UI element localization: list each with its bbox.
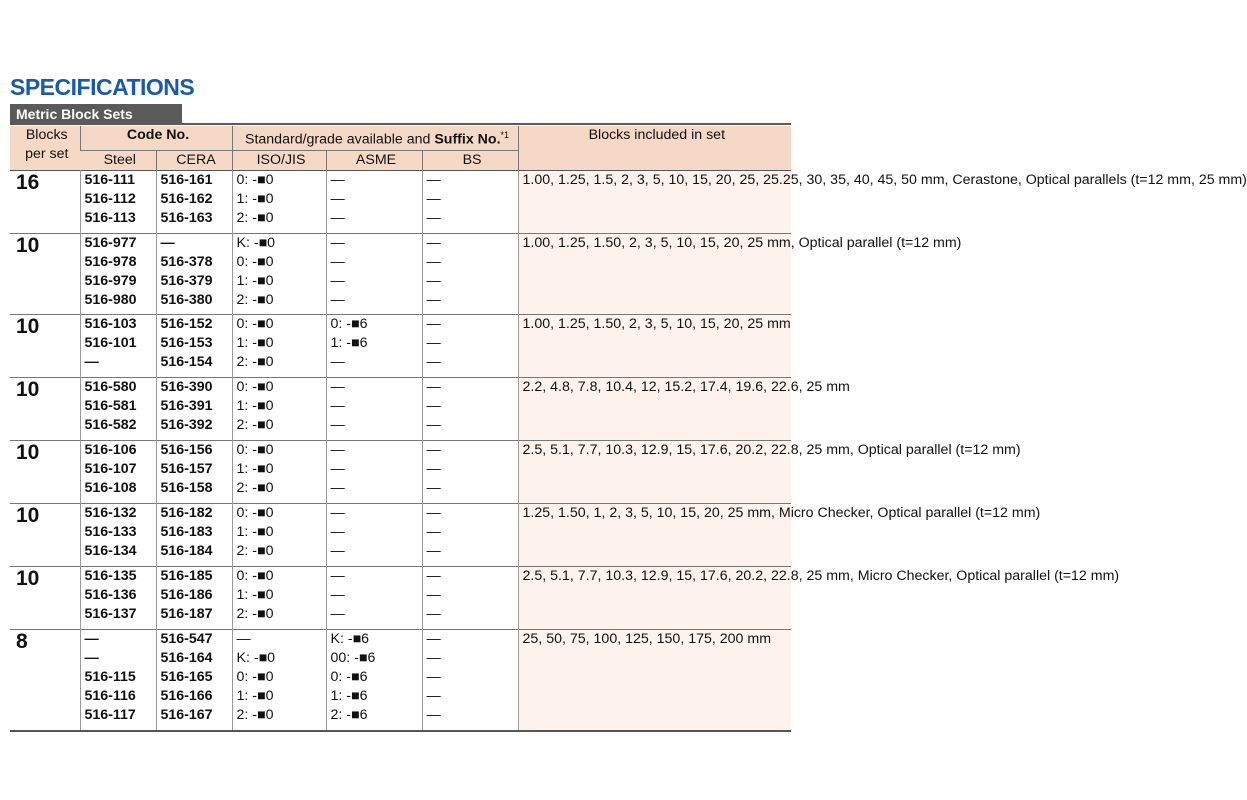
steel-code: 516-115 bbox=[84, 668, 136, 685]
steel-code-cell bbox=[80, 314, 156, 377]
asme-grade: — bbox=[330, 542, 345, 559]
cera-code: 516-392 bbox=[160, 416, 213, 433]
asme-grade: — bbox=[330, 272, 345, 289]
asme-grade: — bbox=[330, 253, 345, 270]
steel-code: 516-135 bbox=[84, 567, 137, 584]
cera-code-cell bbox=[156, 314, 232, 377]
iso-jis-grade: 1: -■0 bbox=[236, 460, 274, 477]
steel-code: 516-977 bbox=[84, 234, 137, 251]
cera-code-cell bbox=[156, 440, 232, 503]
bs-grade: — bbox=[426, 209, 441, 226]
spec-table-body bbox=[10, 170, 1247, 731]
asme-grade: — bbox=[330, 567, 345, 584]
iso-jis-grade: 2: -■0 bbox=[236, 416, 274, 433]
table-row bbox=[10, 233, 791, 314]
iso-jis-grade: 0: -■0 bbox=[236, 315, 274, 332]
table-row bbox=[10, 566, 791, 629]
bs-grade-cell bbox=[422, 233, 518, 314]
steel-code: 516-582 bbox=[84, 416, 137, 433]
asme-grade: — bbox=[330, 504, 345, 521]
iso-jis-grade: 2: -■0 bbox=[236, 291, 274, 308]
asme-grade: K: -■6 bbox=[330, 630, 370, 647]
steel-code: 516-107 bbox=[84, 460, 137, 477]
asme-grade: — bbox=[330, 605, 345, 622]
cera-code: 516-183 bbox=[160, 523, 213, 540]
iso-jis-grade: 1: -■0 bbox=[236, 190, 274, 207]
cera-code: 516-185 bbox=[160, 567, 213, 584]
bs-grade: — bbox=[426, 334, 441, 351]
header-code-no: Code No. bbox=[80, 126, 232, 150]
asme-grade: — bbox=[330, 460, 345, 477]
blocks-included-cell: 1.00, 1.25, 1.50, 2, 3, 5, 10, 15, 20, 25 mm bbox=[518, 314, 791, 377]
iso-jis-grade: 1: -■0 bbox=[236, 586, 274, 603]
steel-code-cell bbox=[80, 629, 156, 731]
iso-jis-grade: 2: -■0 bbox=[236, 605, 274, 622]
iso-jis-grade-cell bbox=[232, 314, 326, 377]
steel-code: 516-580 bbox=[84, 378, 137, 395]
blocks-per-set-cell: 8 bbox=[10, 629, 80, 731]
steel-code: 516-112 bbox=[84, 190, 136, 207]
asme-grade: — bbox=[330, 416, 345, 433]
asme-grade: 0: -■6 bbox=[330, 315, 368, 332]
iso-jis-grade: 0: -■0 bbox=[236, 378, 274, 395]
table-row bbox=[10, 440, 791, 503]
asme-grade-cell bbox=[326, 233, 422, 314]
steel-code: 516-113 bbox=[84, 209, 136, 226]
cera-code: 516-166 bbox=[160, 687, 213, 704]
iso-jis-grade: 2: -■0 bbox=[236, 706, 274, 723]
steel-code: 516-979 bbox=[84, 272, 137, 289]
bs-grade: — bbox=[426, 687, 441, 704]
iso-jis-grade: 0: -■0 bbox=[236, 668, 274, 685]
bs-grade-cell bbox=[422, 503, 518, 566]
steel-code: 516-103 bbox=[84, 315, 137, 332]
table-row bbox=[10, 377, 791, 440]
cera-code: 516-153 bbox=[160, 334, 213, 351]
section-subtitle: Metric Block Sets bbox=[10, 104, 182, 124]
asme-grade: — bbox=[330, 586, 345, 603]
asme-grade: — bbox=[330, 441, 345, 458]
asme-grade-cell bbox=[326, 503, 422, 566]
table-row bbox=[10, 629, 791, 731]
blocks-per-set-cell: 10 bbox=[10, 503, 80, 566]
bs-grade: — bbox=[426, 586, 441, 603]
iso-jis-grade: 1: -■0 bbox=[236, 687, 274, 704]
blocks-included-cell: 25, 50, 75, 100, 125, 150, 175, 200 mm bbox=[518, 629, 791, 731]
bs-grade: — bbox=[426, 234, 441, 251]
header-blocks-included: Blocks included in set bbox=[518, 126, 791, 170]
cera-code: 516-152 bbox=[160, 315, 213, 332]
blocks-included-cell: 1.00, 1.25, 1.5, 2, 3, 5, 10, 15, 20, 25, 25.25, 30, 35, 40, 45, 50 mm, Cerastone, Optical parallels (t=12 mm, 25 mm) bbox=[518, 170, 791, 233]
blocks-per-set-cell: 10 bbox=[10, 314, 80, 377]
bs-grade-cell bbox=[422, 377, 518, 440]
blocks-included-cell: 2.5, 5.1, 7.7, 10.3, 12.9, 15, 17.6, 20.2, 22.8, 25 mm, Micro Checker, Optical parallel (t=12 mm) bbox=[518, 566, 791, 629]
asme-grade: — bbox=[330, 523, 345, 540]
cera-code: 516-380 bbox=[160, 291, 213, 308]
blocks-per-set-cell: 10 bbox=[10, 377, 80, 440]
header-asme: ASME bbox=[326, 150, 422, 170]
asme-grade-cell bbox=[326, 314, 422, 377]
cera-code-cell bbox=[156, 566, 232, 629]
cera-code: 516-158 bbox=[160, 479, 213, 496]
cera-code-cell bbox=[156, 233, 232, 314]
bs-grade-cell bbox=[422, 314, 518, 377]
subtitle-rule bbox=[10, 123, 791, 125]
steel-code: 516-116 bbox=[84, 687, 136, 704]
cera-code: 516-154 bbox=[160, 353, 213, 370]
iso-jis-grade: 0: -■0 bbox=[236, 441, 274, 458]
steel-code: 516-108 bbox=[84, 479, 137, 496]
iso-jis-grade: 2: -■0 bbox=[236, 542, 274, 559]
cera-code: 516-163 bbox=[160, 209, 213, 226]
blocks-per-set-cell: 10 bbox=[10, 440, 80, 503]
bs-grade: — bbox=[426, 378, 441, 395]
steel-code: — bbox=[84, 649, 99, 666]
cera-code: 516-167 bbox=[160, 706, 213, 723]
bs-grade-cell bbox=[422, 170, 518, 233]
bs-grade: — bbox=[426, 706, 441, 723]
iso-jis-grade: 0: -■0 bbox=[236, 253, 274, 270]
asme-grade: 1: -■6 bbox=[330, 334, 368, 351]
cera-code: 516-378 bbox=[160, 253, 213, 270]
bs-grade: — bbox=[426, 649, 441, 666]
asme-grade: — bbox=[330, 190, 345, 207]
asme-grade: 1: -■6 bbox=[330, 687, 368, 704]
iso-jis-grade: 1: -■0 bbox=[236, 334, 274, 351]
cera-code-cell bbox=[156, 503, 232, 566]
bs-grade: — bbox=[426, 315, 441, 332]
cera-code: 516-391 bbox=[160, 397, 213, 414]
iso-jis-grade: 0: -■0 bbox=[236, 504, 274, 521]
bs-grade: — bbox=[426, 416, 441, 433]
bs-grade: — bbox=[426, 460, 441, 477]
blocks-per-set-cell: 10 bbox=[10, 233, 80, 314]
asme-grade-cell bbox=[326, 377, 422, 440]
steel-code-cell bbox=[80, 440, 156, 503]
asme-grade: — bbox=[330, 209, 345, 226]
steel-code: 516-134 bbox=[84, 542, 137, 559]
iso-jis-grade: K: -■0 bbox=[236, 234, 276, 251]
cera-code: 516-157 bbox=[160, 460, 213, 477]
asme-grade: — bbox=[330, 397, 345, 414]
steel-code-cell bbox=[80, 503, 156, 566]
iso-jis-grade: 2: -■0 bbox=[236, 209, 274, 226]
steel-code: 516-101 bbox=[84, 334, 137, 351]
iso-jis-grade: 2: -■0 bbox=[236, 353, 274, 370]
steel-code: 516-581 bbox=[84, 397, 137, 414]
table-row bbox=[10, 314, 791, 377]
iso-jis-grade-cell bbox=[232, 503, 326, 566]
steel-code: 516-133 bbox=[84, 523, 137, 540]
steel-code: 516-137 bbox=[84, 605, 137, 622]
bs-grade: — bbox=[426, 272, 441, 289]
iso-jis-grade-cell bbox=[232, 233, 326, 314]
cera-code: 516-379 bbox=[160, 272, 213, 289]
asme-grade: 00: -■6 bbox=[330, 649, 376, 666]
cera-code-cell bbox=[156, 377, 232, 440]
bs-grade: — bbox=[426, 668, 441, 685]
steel-code: 516-978 bbox=[84, 253, 137, 270]
iso-jis-grade-cell bbox=[232, 440, 326, 503]
cera-code-cell bbox=[156, 170, 232, 233]
bs-grade: — bbox=[426, 190, 441, 207]
steel-code: — bbox=[84, 630, 99, 647]
steel-code-cell bbox=[80, 170, 156, 233]
steel-code: 516-132 bbox=[84, 504, 137, 521]
blocks-included-cell: 1.25, 1.50, 1, 2, 3, 5, 10, 15, 20, 25 mm, Micro Checker, Optical parallel (t=12 mm) bbox=[518, 503, 791, 566]
asme-grade: — bbox=[330, 378, 345, 395]
cera-code: 516-390 bbox=[160, 378, 213, 395]
bs-grade: — bbox=[426, 567, 441, 584]
table-row bbox=[10, 170, 791, 233]
table-row bbox=[10, 503, 791, 566]
header-iso-jis: ISO/JIS bbox=[232, 150, 326, 170]
steel-code-cell bbox=[80, 233, 156, 314]
bs-grade: — bbox=[426, 353, 441, 370]
asme-grade-cell bbox=[326, 566, 422, 629]
cera-code: 516-165 bbox=[160, 668, 213, 685]
bs-grade: — bbox=[426, 504, 441, 521]
asme-grade: — bbox=[330, 479, 345, 496]
bs-grade: — bbox=[426, 523, 441, 540]
spec-table bbox=[10, 126, 1247, 732]
cera-code-cell bbox=[156, 629, 232, 731]
bs-grade-cell bbox=[422, 629, 518, 731]
asme-grade: 2: -■6 bbox=[330, 706, 368, 723]
asme-grade-cell bbox=[326, 170, 422, 233]
bs-grade-cell bbox=[422, 440, 518, 503]
cera-code: 516-164 bbox=[160, 649, 213, 666]
asme-grade: 0: -■6 bbox=[330, 668, 368, 685]
iso-jis-grade-cell bbox=[232, 170, 326, 233]
iso-jis-grade-cell bbox=[232, 377, 326, 440]
cera-code: 516-184 bbox=[160, 542, 213, 559]
cera-code: 516-182 bbox=[160, 504, 213, 521]
blocks-per-set-cell: 16 bbox=[16, 170, 40, 194]
iso-jis-grade-cell bbox=[232, 566, 326, 629]
iso-jis-grade: 0: -■0 bbox=[236, 171, 274, 188]
asme-grade: — bbox=[330, 291, 345, 308]
cera-code: 516-547 bbox=[160, 630, 213, 647]
bs-grade: — bbox=[426, 291, 441, 308]
steel-code-cell bbox=[80, 377, 156, 440]
bs-grade: — bbox=[426, 397, 441, 414]
asme-grade: — bbox=[330, 353, 345, 370]
bs-grade: — bbox=[426, 253, 441, 270]
cera-code: 516-187 bbox=[160, 605, 213, 622]
bs-grade: — bbox=[426, 171, 441, 188]
header-standard-grade: Standard/grade available and Suffix No.$^{*1}$ bbox=[232, 126, 518, 150]
asme-grade: — bbox=[330, 234, 345, 251]
header-cera: CERA bbox=[156, 150, 232, 170]
asme-grade-cell bbox=[326, 440, 422, 503]
asme-grade: — bbox=[330, 171, 345, 188]
iso-jis-grade: 1: -■0 bbox=[236, 272, 274, 289]
bs-grade: — bbox=[426, 542, 441, 559]
iso-jis-grade: 2: -■0 bbox=[236, 479, 274, 496]
steel-code: — bbox=[84, 353, 99, 370]
bs-grade: — bbox=[426, 605, 441, 622]
iso-jis-grade: — bbox=[236, 630, 251, 647]
steel-code: 516-117 bbox=[84, 706, 136, 723]
steel-code-cell bbox=[80, 566, 156, 629]
header-steel: Steel bbox=[80, 150, 156, 170]
steel-code: 516-980 bbox=[84, 291, 137, 308]
bs-grade: — bbox=[426, 479, 441, 496]
iso-jis-grade: 1: -■0 bbox=[236, 523, 274, 540]
bs-grade-cell bbox=[422, 566, 518, 629]
steel-code: 516-106 bbox=[84, 441, 137, 458]
iso-jis-grade-cell bbox=[232, 629, 326, 731]
blocks-included-cell: 1.00, 1.25, 1.50, 2, 3, 5, 10, 15, 20, 25 mm, Optical parallel (t=12 mm) bbox=[518, 233, 791, 314]
cera-code: 516-156 bbox=[160, 441, 213, 458]
cera-code: 516-161 bbox=[160, 171, 213, 188]
iso-jis-grade: 1: -■0 bbox=[236, 397, 274, 414]
asme-grade-cell bbox=[326, 629, 422, 731]
header-blocks-per-set: Blocks per set bbox=[10, 126, 80, 170]
iso-jis-grade: K: -■0 bbox=[236, 649, 276, 666]
blocks-per-set-cell: 10 bbox=[10, 566, 80, 629]
steel-code: 516-111 bbox=[84, 171, 136, 188]
blocks-included-cell: 2.2, 4.8, 7.8, 10.4, 12, 15.2, 17.4, 19.6, 22.6, 25 mm bbox=[518, 377, 791, 440]
header-bs: BS bbox=[422, 150, 518, 170]
bs-grade: — bbox=[426, 630, 441, 647]
bs-grade: — bbox=[426, 441, 441, 458]
steel-code: 516-136 bbox=[84, 586, 137, 603]
cera-code: 516-186 bbox=[160, 586, 213, 603]
blocks-included-cell: 2.5, 5.1, 7.7, 10.3, 12.9, 15, 17.6, 20.2, 22.8, 25 mm, Optical parallel (t=12 mm) bbox=[518, 440, 791, 503]
cera-code: — bbox=[160, 234, 175, 251]
page-title: SPECIFICATIONS bbox=[10, 74, 195, 100]
iso-jis-grade: 0: -■0 bbox=[236, 567, 274, 584]
cera-code: 516-162 bbox=[160, 190, 213, 207]
